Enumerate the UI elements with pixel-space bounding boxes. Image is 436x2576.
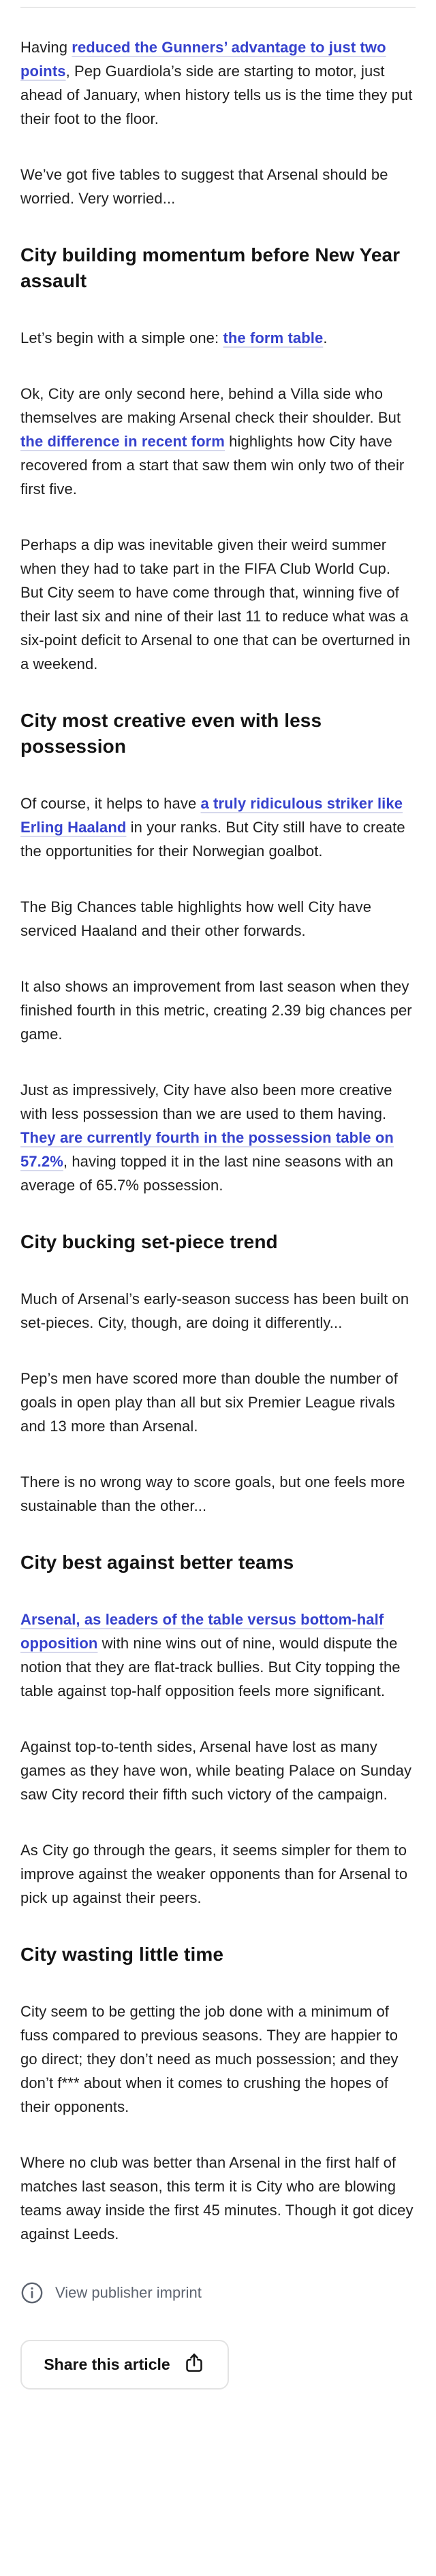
text-run: There is no wrong way to score goals, but one feels more sustainable than the other... <box>20 1473 405 1514</box>
bottom-whitespace <box>0 2390 436 2437</box>
paragraph <box>20 1735 416 1806</box>
paragraph <box>20 1608 416 1703</box>
share-article-button[interactable] <box>20 2340 229 2390</box>
paragraph <box>20 975 416 1046</box>
section-heading <box>20 242 416 294</box>
section-heading <box>20 1550 416 1576</box>
paragraph <box>20 326 416 350</box>
text-run: , Pep Guardiola’s side are starting to motor, just ahead of January, when history tells us is the time they put their foot to the floor. <box>20 63 413 127</box>
section-heading <box>20 1229 416 1255</box>
text-run: Where no club was better than Arsenal in the first half of matches last season, this term it is City who are blowing teams away inside the first 45 minutes. Though it got dicey against Leeds. <box>20 2154 414 2243</box>
publisher-imprint-link[interactable] <box>0 2278 436 2308</box>
inline-link[interactable]: Arsenal, as leaders of the table versus bottom-half opposition <box>20 1611 384 1652</box>
text-run: City building momentum before New Year assault <box>20 244 401 291</box>
text-run: Let’s begin with a simple one: <box>20 329 223 346</box>
text-run: The Big Chances table highlights how well City have serviced Haaland and their other forwards. <box>20 898 372 939</box>
text-run: Just as impressively, City have also been more creative with less possession than we are used to them having. <box>20 1081 392 1122</box>
inline-link[interactable]: the form table <box>223 329 324 346</box>
paragraph <box>20 533 416 676</box>
paragraph <box>20 792 416 863</box>
paragraph <box>20 2151 416 2246</box>
text-run: Of course, it helps to have <box>20 795 201 812</box>
paragraph <box>20 382 416 501</box>
text-run: It also shows an improvement from last season when they finished fourth in this metric, creating 2.39 big chances per game. <box>20 978 412 1043</box>
text-run: Pep’s men have scored more than double the number of goals in open play than all but six Premier League rivals and 13 more than Arsenal. <box>20 1370 398 1435</box>
text-run: Ok, City are only second here, behind a Villa side who themselves are making Arsenal check their shoulder. But <box>20 385 401 426</box>
text-run: highlights how City have recovered from a start that saw them win only two of their first five. <box>20 433 405 498</box>
text-run: As City go through the gears, it seems simpler for them to improve against the weaker opponents than for Arsenal to pick up against their peers. <box>20 1842 408 1906</box>
text-run: We’ve got five tables to suggest that Arsenal should be worried. Very worried... <box>20 166 388 207</box>
paragraph <box>20 895 416 943</box>
info-icon <box>20 2281 44 2304</box>
text-run: , having topped it in the last nine seasons with an average of 65.7% possession. <box>20 1153 394 1194</box>
text-run: City most creative even with less possession <box>20 710 322 757</box>
inline-link[interactable]: the difference in recent form <box>20 433 225 450</box>
share-icon <box>183 2351 206 2379</box>
text-run: with nine wins out of nine, would dispute the notion that they are flat-track bullies. But City topping the table against top-half opposition feels more significant. <box>20 1635 401 1699</box>
text-run: City seem to be getting the job done with a minimum of fuss compared to previous seasons. They are happier to go direct; they don’t need as much possession; and they don’t f*** about when it comes to crushing the hopes of their opponents. <box>20 2003 399 2115</box>
inline-link[interactable]: a truly ridiculous striker like Erling Haaland <box>20 795 403 836</box>
inline-link[interactable]: reduced the Gunners’ advantage to just two points <box>20 39 386 80</box>
paragraph <box>20 2000 416 2119</box>
imprint-label: View publisher imprint <box>55 2284 202 2301</box>
text-run: Having <box>20 39 72 56</box>
inline-link[interactable]: They are currently fourth in the possession table on 57.2% <box>20 1129 394 1170</box>
paragraph <box>20 163 416 210</box>
article-page <box>0 7 436 2576</box>
paragraph <box>20 1470 416 1518</box>
share-button-label: Share this article <box>44 2355 170 2373</box>
section-heading <box>20 708 416 760</box>
text-run: Perhaps a dip was inevitable given their weird summer when they had to take part in the FIFA Club World Cup. But City seem to have come through that, winning five of their last six and nine of their last 11 to reduce what was a six-point deficit to Arsenal to one that can be overturned in a weekend. <box>20 536 411 672</box>
text-run: in your ranks. But City still have to create the opportunities for their Norwegian goalbot. <box>20 819 405 860</box>
text-run: City wasting little time <box>20 1944 223 1965</box>
article-body <box>0 8 436 2246</box>
section-heading <box>20 1942 416 1968</box>
text-run: . <box>323 329 328 346</box>
text-run: Against top-to-tenth sides, Arsenal have lost as many games as they have won, while beating Palace on Sunday saw City record their fifth such victory of the campaign. <box>20 1738 412 1803</box>
text-run: City bucking set-piece trend <box>20 1231 278 1252</box>
text-run: Much of Arsenal’s early-season success has been built on set-pieces. City, though, are doing it differently... <box>20 1290 409 1331</box>
paragraph <box>20 1838 416 1910</box>
paragraph <box>20 35 416 131</box>
paragraph <box>20 1367 416 1438</box>
text-run: City best against better teams <box>20 1552 294 1573</box>
paragraph <box>20 1078 416 1197</box>
paragraph <box>20 1287 416 1335</box>
